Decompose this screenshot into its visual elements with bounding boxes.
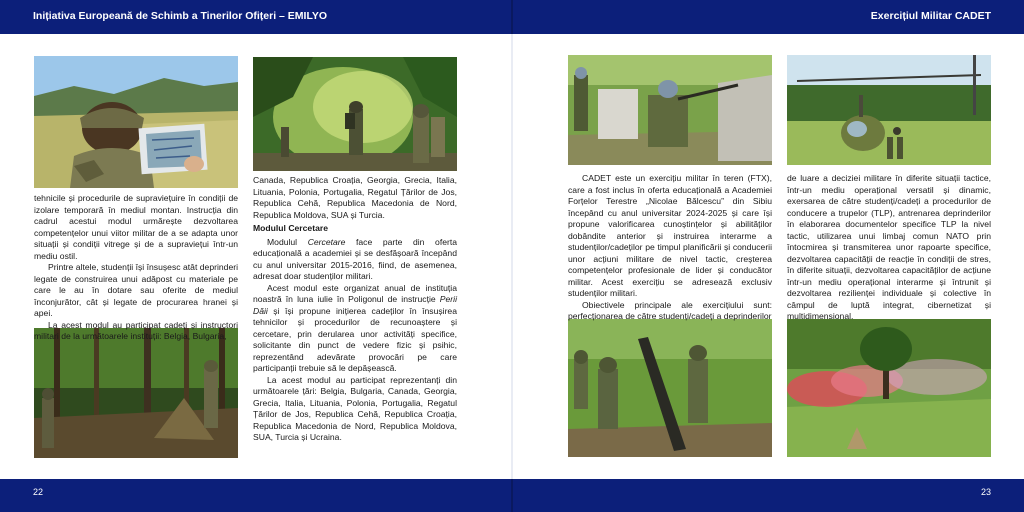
paragraph: Canada, Republica Croația, Georgia, Grecia, Italia, Lituania, Polonia, Portugalia, Regatul Țărilor de Jos, Republica Cehă, Republica Macedonia de Nord, Republica Moldova, SUA și Turcia. <box>253 175 457 220</box>
photo-colored-smoke <box>787 319 991 457</box>
photo-helicopter <box>787 55 991 165</box>
book-spine <box>511 34 513 479</box>
paragraph: tehnicile și procedurile de supraviețuire în condiții de izolare temporară în mediul montan. Instrucția din cadrul acestui modul urmărește dezvoltarea competențelor unui viitor militar de a se adapta unor situații și condiții vitrege și de a supraviețui într-un mediu ostil. <box>34 193 238 261</box>
left-page-column-2 <box>253 175 457 455</box>
paragraph: Modulul Cercetare face parte din oferta educațională a academiei și se desfășoară începând cu anul universitar 2015-2016, fiind, de asemenea, adresat doar studenților militari. <box>253 236 458 281</box>
paragraph: La acest modul au participat reprezentanți din următoarele țări: Belgia, Bulgaria, Canada, Georgia, Grecia, Italia, Lituania, Polonia, Portugalia, Regatul Țărilor de Jos, Republica Cehă, Republica Croația, Republica Macedonia de Nord, Republica Moldova, SUA, Turcia și Ucraina. <box>253 374 457 442</box>
paragraph: Printre altele, studenții își însușesc atât deprinderi legate de construirea unui adăpost cu materiale pe care le au în dotare sau oferite de mediul înconjurător, cât și legate de procurarea hranei și apei. <box>34 262 238 318</box>
photo-cadet-with-map <box>34 56 238 188</box>
right-page-number: 23 <box>980 487 991 497</box>
right-page-column-1 <box>568 173 772 321</box>
footer-band <box>0 479 1024 512</box>
photo-forest-shelter <box>34 328 238 458</box>
right-page-column-2 <box>787 173 991 321</box>
photo-mortar-crew <box>568 319 772 457</box>
section-heading: Modulul Cercetare <box>253 223 328 233</box>
paragraph: Obiectivele principale ale exercițiului sunt: perfecționarea de către studenți/cadeți a deprinderilor <box>568 299 772 321</box>
left-page-number: 22 <box>33 487 44 497</box>
left-page-column-1 <box>34 193 238 341</box>
paragraph: de luare a deciziei militare în diferite situații tactice, într-un mediu operațional versatil și dinamic, exersarea de către studenți/cadeți a procedurilor de conducere a trupelor (TLP), antrenarea deprinderilor în elaborarea documentelor specifice TLP la nivel tactic, utilizarea unui limbaj comun NATO prin întocmirea și transmiterea unor rapoarte specifice, dezvoltarea capacității de reacție în condiții de stres, în diferite situații, dezvoltarea capacităților de acțiune într-un mediu operațional interarme și întrunit și dezvoltarea rezilienței individuale și colective în câmpul de luptă integrat, cibernetizat și multidimensional. <box>787 173 991 321</box>
right-page-running-title: Exercițiul Militar CADET <box>870 10 991 22</box>
photo-smoke-training <box>253 57 457 171</box>
photo-soldiers-behind-wall <box>568 55 772 165</box>
paragraph: CADET este un exercițiu militar în teren (FTX), care a fost inclus în oferta educațională a Academiei Forțelor Terestre „Nicolae Bălcescu” din Sibiu începând cu anul universitar 2024-2025 și care își propune valorificarea cunoștințelor și abilităților dobândite anterior și instruirea interarme a studenților/cadeților pe timpul planificării și conducerii unor acțiuni militare de nivel tactic, creșterea competențelor profesionale de lider și conducător militar. Acest exercițiu se adresează exclusiv studenților militari. <box>568 173 772 298</box>
paragraph: La acest modul au participat cadeți și instructori militari de la următoarele instituții: Belgia, Bulgaria, <box>34 319 238 341</box>
paragraph: Acest modul este organizat anual de instituția noastră în luna iulie în Poligonul de instrucție Perii Dăii și își propune inițierea cadeților în însușirea tehnicilor și procedurilor de recunoaștere și cercetare, prin derularea unor activități specifice, solicitante din punct de vedere fizic și psihic, reprezentând adevărate provocări pe care participanții trebuie să le depășească. <box>253 282 457 373</box>
left-page-running-title: Inițiativa Europeană de Schimb a Tinerilor Ofițeri – EMILYO <box>33 10 328 22</box>
